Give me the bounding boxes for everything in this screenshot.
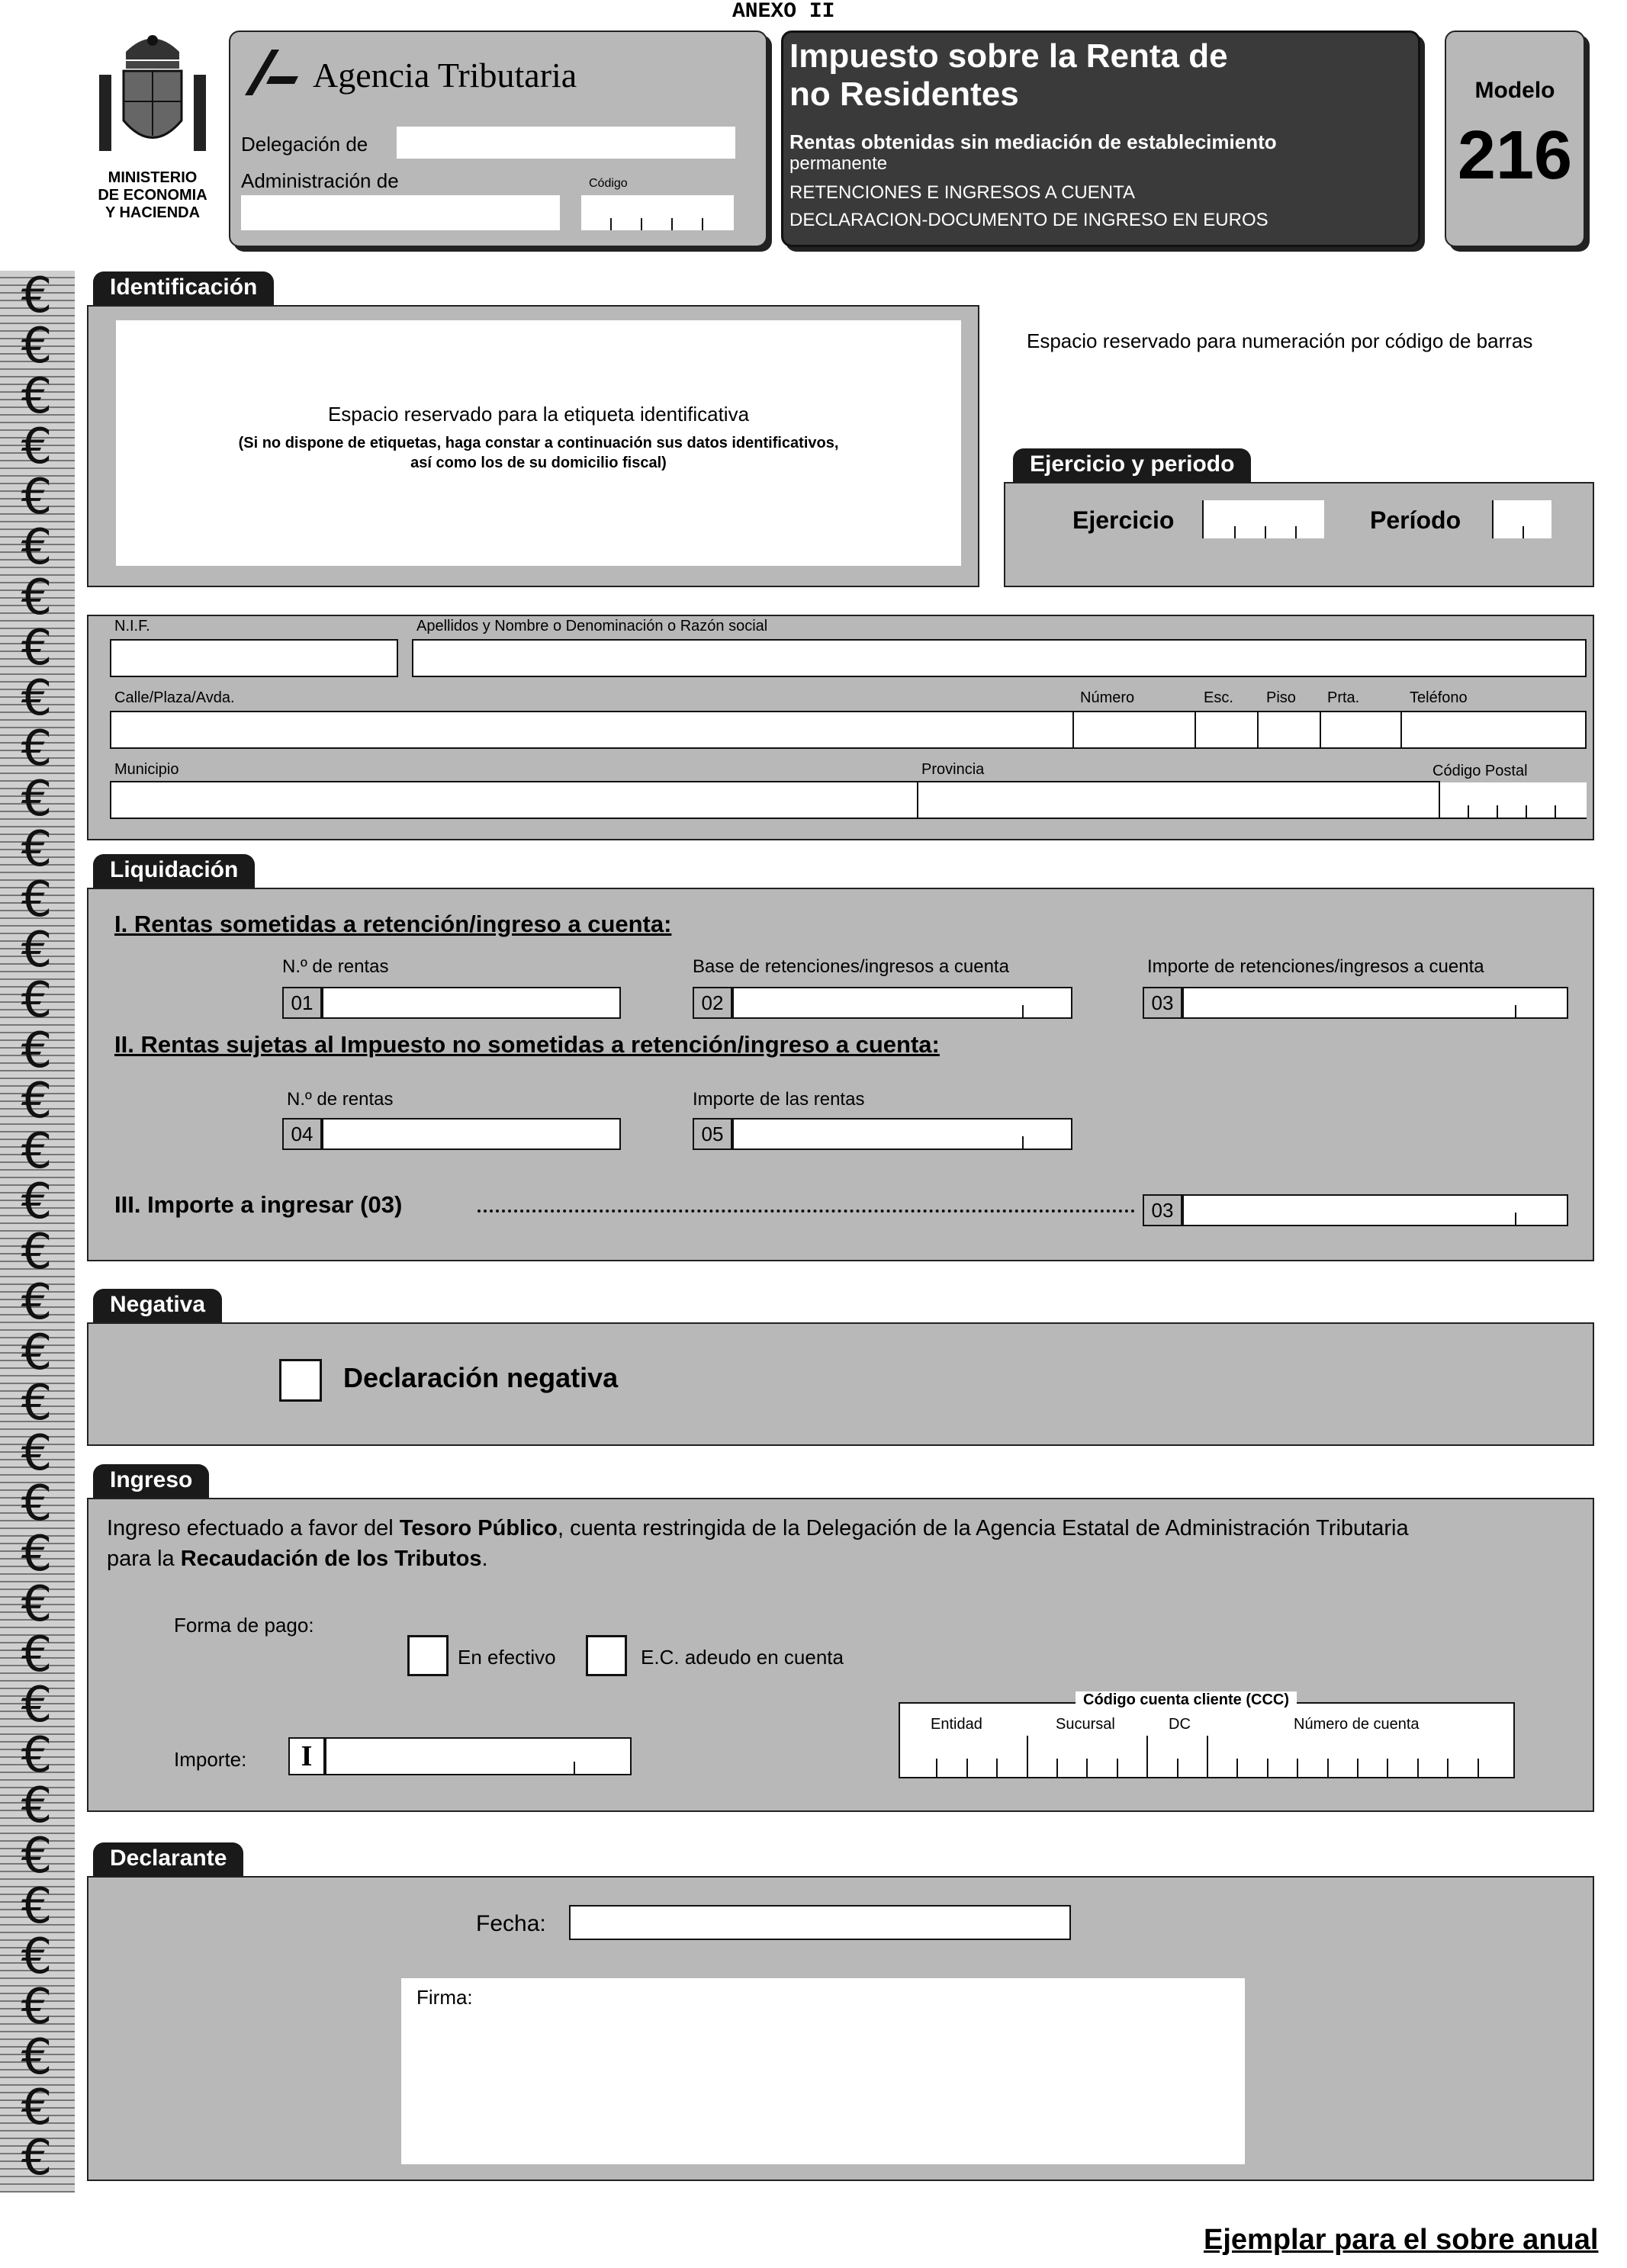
ccc-tick	[936, 1759, 937, 1777]
ingreso-text-b: Tesoro Público	[399, 1516, 558, 1540]
administracion-field[interactable]	[241, 195, 560, 230]
ccc-title: Código cuenta cliente (CCC)	[1076, 1691, 1297, 1709]
nif-field[interactable]	[110, 639, 398, 677]
coat-of-arms-icon	[84, 21, 221, 159]
importe-ret-label: Importe de retenciones/ingresos a cuenta	[1147, 956, 1484, 977]
ccc-tick	[1477, 1759, 1479, 1777]
numero-label: Número	[1080, 689, 1135, 706]
provincia-label: Provincia	[921, 761, 985, 778]
telefono-field[interactable]	[1400, 711, 1587, 749]
box-05: 05	[693, 1118, 732, 1150]
ccc-tick	[1267, 1759, 1268, 1777]
euro-icon: €	[21, 1123, 53, 1180]
euro-icon: €	[21, 570, 53, 626]
numero-field[interactable]	[1072, 711, 1195, 749]
euro-icon: €	[21, 1325, 53, 1381]
esc-field[interactable]	[1195, 711, 1257, 749]
modelo-number: 216	[1457, 117, 1573, 194]
euro-icon: €	[21, 1727, 53, 1784]
telefono-label: Teléfono	[1410, 689, 1468, 706]
datos-panel	[87, 615, 1594, 840]
ccc-tick	[1357, 1759, 1359, 1777]
euro-icon: €	[21, 922, 53, 978]
ingreso-text-c: , cuenta restringida de la Delegación de la Agencia Estatal de Administración Tributaria	[558, 1516, 1409, 1540]
subtitle1: Rentas obtenidas sin mediación de establecimiento	[789, 130, 1277, 153]
n-rentas-label: N.º de rentas	[282, 956, 389, 977]
piso-field[interactable]	[1257, 711, 1320, 749]
anexo-label: ANEXO II	[732, 0, 835, 24]
fecha-field[interactable]	[569, 1905, 1071, 1940]
ingreso-text-d: para la	[107, 1547, 181, 1571]
modelo-label: Modelo	[1474, 78, 1555, 103]
administracion-label: Administración de	[241, 169, 399, 192]
calle-label: Calle/Plaza/Avda.	[114, 689, 235, 706]
euro-icon: €	[21, 1224, 53, 1280]
importe-label: Importe:	[174, 1748, 247, 1771]
euro-icon: €	[21, 872, 53, 928]
euro-icon: €	[21, 1073, 53, 1129]
euro-icon: €	[21, 972, 53, 1029]
euro-icon: €	[21, 1425, 53, 1482]
ccc-tick	[1297, 1759, 1298, 1777]
euro-icon: €	[21, 368, 53, 425]
euro-icon: €	[21, 721, 53, 777]
euro-icon: €	[21, 2080, 53, 2136]
box-04: 04	[282, 1118, 322, 1150]
n-rentas-field[interactable]	[322, 987, 621, 1019]
agency-panel	[229, 31, 767, 247]
numero-cuenta-label: Número de cuenta	[1294, 1716, 1420, 1733]
euro-icon: €	[21, 1979, 53, 2035]
firma-field[interactable]	[401, 1978, 1245, 2164]
ccc-tick	[1056, 1759, 1058, 1777]
ministry-name	[79, 169, 226, 222]
ministry-line: Y HACIENDA	[105, 204, 201, 221]
dotted-leader	[477, 1209, 1135, 1213]
base-field[interactable]	[732, 987, 1072, 1019]
ccc-tick	[1447, 1759, 1449, 1777]
en-efectivo-checkbox[interactable]	[407, 1635, 449, 1676]
tab-identificacion: Identificación	[93, 271, 274, 305]
subtitle3: RETENCIONES E INGRESOS A CUENTA	[789, 182, 1135, 203]
euro-icon: €	[21, 318, 53, 374]
ccc-tick	[1327, 1759, 1329, 1777]
ccc-tick	[996, 1759, 998, 1777]
ingreso-text-f: .	[481, 1547, 488, 1571]
section1-title: I. Rentas sometidas a retención/ingreso a cuenta:	[114, 911, 672, 937]
footer-ejemplar: Ejemplar para el sobre anual	[1204, 2224, 1599, 2256]
ccc-tick	[1027, 1736, 1028, 1777]
importe-ingresar-field[interactable]	[1182, 1194, 1568, 1226]
ejercicio-field[interactable]	[1202, 500, 1324, 538]
euro-icon: €	[21, 2029, 53, 2086]
dc-label: DC	[1169, 1716, 1191, 1733]
prta-label: Prta.	[1327, 689, 1360, 706]
n-rentas2-label: N.º de rentas	[287, 1089, 394, 1110]
section2-title: II. Rentas sujetas al Impuesto no sometidas a retención/ingreso a cuenta:	[114, 1031, 940, 1058]
euro-icon: €	[21, 1375, 53, 1431]
ejercicio-label: Ejercicio	[1072, 506, 1175, 534]
ministry-line: DE ECONOMIA	[98, 187, 207, 204]
euro-icon: €	[21, 268, 53, 324]
esc-label: Esc.	[1204, 689, 1233, 706]
ccc-tick	[1086, 1759, 1088, 1777]
agency-name: Agencia Tributaria	[313, 56, 577, 95]
euro-icon: €	[21, 419, 53, 475]
euro-icon: €	[21, 1929, 53, 1985]
firma-label: Firma:	[416, 1986, 473, 2009]
etiqueta-note1: (Si no dispone de etiquetas, haga constar a continuación sus datos identificativos,	[238, 435, 839, 451]
fecha-label: Fecha:	[476, 1911, 546, 1936]
declaracion-negativa-checkbox[interactable]	[279, 1359, 322, 1402]
euro-icon: €	[21, 1677, 53, 1733]
base-label: Base de retenciones/ingresos a cuenta	[693, 956, 1009, 977]
subtitle2: permanente	[789, 153, 888, 174]
title-panel	[781, 31, 1420, 247]
forma-pago-label: Forma de pago:	[174, 1614, 314, 1637]
municipio-label: Municipio	[114, 761, 179, 778]
importe-field[interactable]	[325, 1737, 632, 1775]
euro-icon: €	[21, 1526, 53, 1582]
importe-rentas-field[interactable]	[732, 1118, 1072, 1150]
ccc-tick	[1117, 1759, 1118, 1777]
n-rentas2-field[interactable]	[322, 1118, 621, 1150]
agency-logo-icon	[241, 46, 302, 99]
box-03b: 03	[1143, 1194, 1182, 1226]
en-efectivo-label: En efectivo	[458, 1646, 556, 1669]
euro-icon: €	[21, 1476, 53, 1532]
ministry-line: MINISTERIO	[108, 169, 198, 186]
nif-label: N.I.F.	[114, 618, 150, 634]
euro-icon: €	[21, 1778, 53, 1834]
tab-ingreso: Ingreso	[93, 1464, 209, 1498]
ccc-tick	[1417, 1759, 1419, 1777]
section3-title: III. Importe a ingresar (03)	[114, 1191, 403, 1218]
box-01: 01	[282, 987, 322, 1019]
euro-icon: €	[21, 469, 53, 525]
codigo-postal-field[interactable]	[1439, 782, 1587, 819]
delegacion-field[interactable]	[397, 127, 735, 159]
periodo-field[interactable]	[1492, 500, 1551, 538]
euro-icon: €	[21, 821, 53, 878]
municipio-field[interactable]	[110, 781, 917, 819]
euro-icon: €	[21, 1023, 53, 1079]
liquidacion-panel	[87, 888, 1594, 1261]
tab-negativa: Negativa	[93, 1289, 222, 1322]
etiqueta-area[interactable]	[116, 320, 961, 566]
importe-rentas-label: Importe de las rentas	[693, 1089, 865, 1110]
codigo-label: Código	[589, 177, 628, 190]
ccc-tick	[1177, 1759, 1178, 1777]
apellidos-field[interactable]	[412, 639, 1587, 677]
ccc-tick	[1236, 1759, 1238, 1777]
euro-icon: €	[21, 1576, 53, 1633]
periodo-label: Período	[1370, 506, 1461, 534]
codigo-postal-label: Código Postal	[1432, 763, 1528, 779]
ccc-tick	[1207, 1736, 1208, 1777]
ingreso-text-a: Ingreso efectuado a favor del	[107, 1516, 400, 1540]
codigo-field[interactable]	[581, 195, 734, 230]
ejercicio-panel	[1004, 482, 1594, 587]
importe-box-label: I	[288, 1737, 325, 1775]
euro-icon: €	[21, 1627, 53, 1683]
tab-declarante: Declarante	[93, 1842, 243, 1876]
euro-icon: €	[21, 519, 53, 576]
sucursal-label: Sucursal	[1056, 1716, 1115, 1733]
importe-ret-field[interactable]	[1182, 987, 1568, 1019]
apellidos-label: Apellidos y Nombre o Denominación o Razón social	[416, 618, 768, 634]
ccc-tick	[1146, 1736, 1148, 1777]
etiqueta-note2: así como los de su domicilio fiscal)	[410, 455, 667, 471]
ccc-tick	[1387, 1759, 1388, 1777]
negativa-panel	[87, 1322, 1594, 1446]
ingreso-text-e: Recaudación de los Tributos	[180, 1547, 482, 1571]
euro-icon: €	[21, 1878, 53, 1935]
provincia-field[interactable]	[917, 781, 1440, 819]
ingreso-panel	[87, 1498, 1594, 1812]
title-line1: Impuesto sobre la Renta de	[789, 37, 1228, 75]
euro-icon: €	[21, 771, 53, 827]
euro-icon: €	[21, 620, 53, 676]
subtitle4: DECLARACION-DOCUMENTO DE INGRESO EN EUROS	[789, 210, 1268, 230]
euro-icon: €	[21, 2130, 53, 2186]
euro-icon: €	[21, 1174, 53, 1230]
euro-icon: €	[21, 1274, 53, 1331]
ec-adeudo-label: E.C. adeudo en cuenta	[641, 1646, 844, 1669]
box-02: 02	[693, 987, 732, 1019]
piso-label: Piso	[1266, 689, 1296, 706]
barcode-note: Espacio reservado para numeración por código de barras	[1027, 329, 1533, 352]
euro-icon: €	[21, 670, 53, 727]
modelo-panel	[1445, 31, 1585, 247]
box-03: 03	[1143, 987, 1182, 1019]
euro-icon: €	[21, 1828, 53, 1884]
prta-field[interactable]	[1320, 711, 1400, 749]
tab-liquidacion: Liquidación	[93, 854, 255, 888]
ccc-tick	[966, 1759, 968, 1777]
euro-pattern-strip	[0, 268, 75, 2193]
declaracion-negativa-label: Declaración negativa	[343, 1362, 619, 1393]
identificacion-panel	[87, 305, 979, 587]
ec-adeudo-checkbox[interactable]	[586, 1635, 627, 1676]
tab-ejercicio: Ejercicio y periodo	[1013, 448, 1251, 482]
delegacion-label: Delegación de	[241, 133, 368, 156]
entidad-label: Entidad	[931, 1716, 982, 1733]
ccc-digit-ticks	[900, 1704, 1513, 1777]
calle-field[interactable]	[110, 711, 1072, 749]
declarante-panel	[87, 1876, 1594, 2181]
etiqueta-title: Espacio reservado para la etiqueta identificativa	[327, 403, 750, 426]
title-line2: no Residentes	[789, 75, 1019, 113]
ingreso-text	[107, 1513, 1409, 1574]
ccc-field[interactable]	[899, 1691, 1515, 1778]
